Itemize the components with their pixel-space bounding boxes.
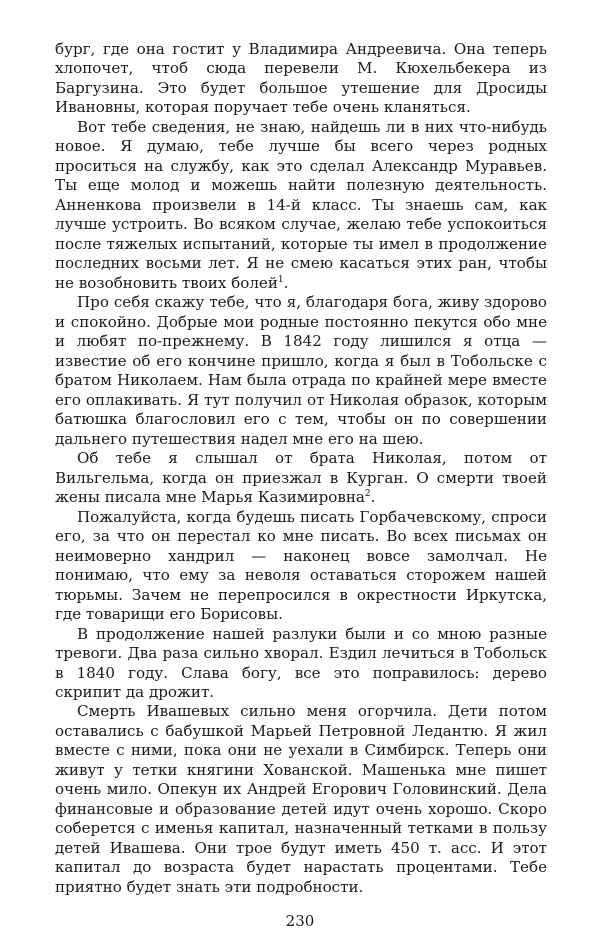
paragraph-4-text: Об тебе я слышал от брата Николая, потом от Вильгельма, когда он приезжал в Курган. О смерти твоей жены писала мне Марья Казимировна [55, 449, 547, 507]
page-body [55, 40, 547, 897]
paragraph-7 [55, 702, 547, 897]
paragraph-3 [55, 293, 547, 449]
paragraph-1-text: бург, где она гостит у Владимира Андреевича. Она теперь хлопочет, чтоб сюда перевели М. Кюхельбекера из Баргузина. Это будет большое утешение для Дросиды Ивановны, которая поручает тебе очень кланяться. [55, 40, 547, 117]
paragraph-6 [55, 625, 547, 703]
paragraph-5 [55, 508, 547, 625]
paragraph-7-text: Смерть Ивашевых сильно меня огорчила. Дети потом оставались с бабушкой Марьей Петровной Ледантю. Я жил вместе с ними, пока они не уехали в Симбирск. Теперь они живут у тетки княгини Хованской. Машенька мне пишет очень мило. Опекун их Андрей Егорович Головинский. Дела финансовые и образование детей идут очень хорошо. Скоро соберется с именья капитал, назначенный тетками в пользу детей Ивашева. Они трое будут иметь 450 т. асс. И этот капитал до возраста будет нарастать процентами. Тебе приятно будет знать эти подробности. [55, 702, 547, 896]
footnote-marker-1: 1 [277, 274, 284, 285]
paragraph-2-text: Вот тебе сведения, не знаю, найдешь ли в них что-нибудь новое. Я думаю, тебе лучше бы всего через родных проситься на службу, как это сделал Александр Муравьев. Ты еще молод и можешь найти полезную деятельность. Анненкова произвели в 14-й класс. Ты знаешь сам, как лучше устроить. Во всяком случае, желаю тебе успокоиться после тяжелых испытаний, которые ты имел в продолжение последних восьми лет. Я не смею касаться этих ран, чтобы не возобновить твоих болей [55, 117, 547, 292]
paragraph-6-text: В продолжение нашей разлуки были и со мною разные тревоги. Два раза сильно хворал. Ездил лечиться в Тобольск в 1840 году. Слава богу, все это поправилось: дерево скрипит да дрожит. [55, 624, 547, 701]
paragraph-1 [55, 40, 547, 118]
paragraph-5-text: Пожалуйста, когда будешь писать Горбачевскому, спроси его, за что он перестал ко мне писать. Во всех письмах он неимоверно хандрил — наконец вовсе замолчал. Не понимаю, что ему за неволя оставаться сторожем нашей тюрьмы. Зачем не перепросился в окрестности Иркутска, где товарищи его Борисовы. [55, 507, 547, 624]
page-number: 230 [285, 912, 315, 930]
footnote-marker-2: 2 [364, 489, 371, 500]
paragraph-2: Вот тебе сведения, не знаю, найдешь ли в них что-нибудь новое. Я думаю, тебе лучше бы всего через родных проситься на службу, как это сделал Александр Муравьев. Ты еще молод и можешь найти полезную деятельность. Анненкова произвели в 14-й класс. Ты знаешь сам, как лучше устроить. Во всяком случае, желаю тебе успокоиться после тяжелых испытаний, которые ты имел в продолжение последних восьми лет. Я не смею касаться этих ран, чтобы не возобновить твоих болей$^1$. [55, 117, 547, 292]
paragraph-4: Об тебе я слышал от брата Николая, потом от Вильгельма, когда он приезжал в Курган. О смерти твоей жены писала мне Марья Казимировна$^2$. [55, 449, 547, 507]
paragraph-3-text: Про себя скажу тебе, что я, благодаря бога, живу здорово и спокойно. Добрые мои родные постоянно пекутся обо мне и любят по-прежнему. В 1842 году лишился я отца — известие об его кончине пришло, когда я был в Тобольске с братом Николаем. Нам была отрада по крайней мере вместе его оплакивать. Я тут получил от Николая образок, которым батюшка благословил его с тем, чтобы он по совершении дальнего путешествия надел мне его на шею. [55, 293, 547, 448]
